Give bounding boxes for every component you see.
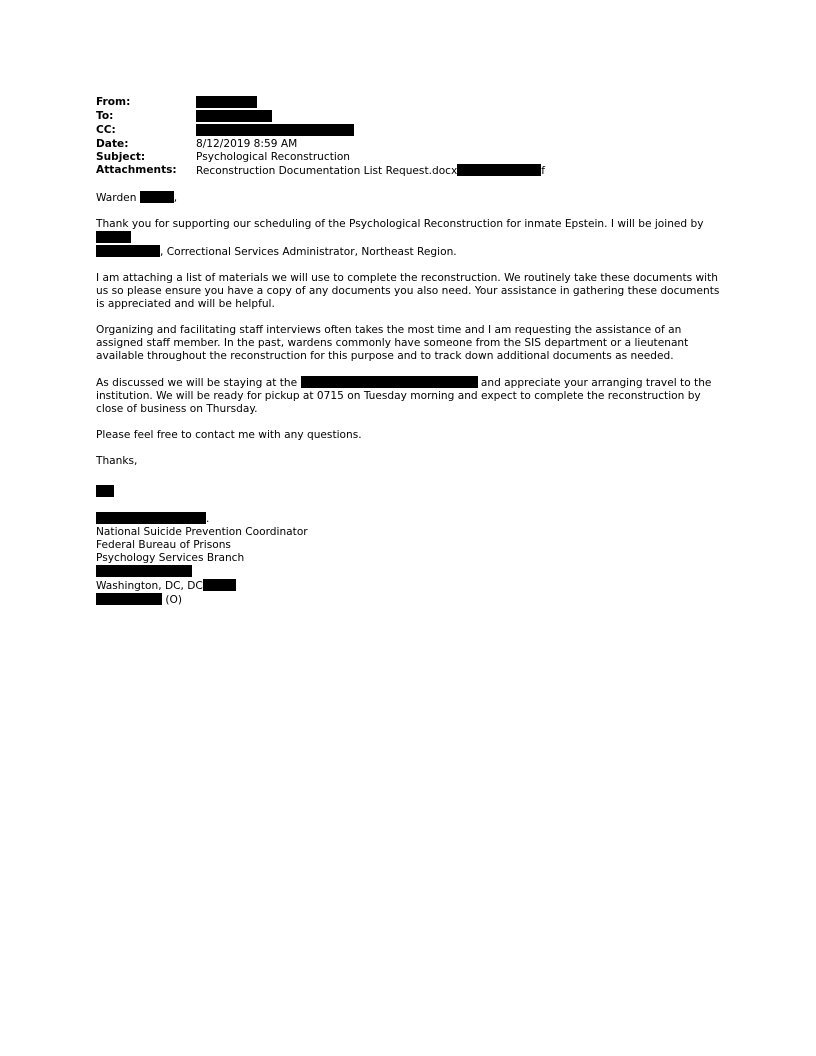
subject-value: Psychological Reconstruction: [196, 151, 351, 163]
from-value: [196, 96, 721, 110]
p1-text-a: Thank you for supporting our scheduling of the Psychological Reconstruction for inmate Epstein. I will be joined by: [96, 218, 704, 230]
signature-name-suffix: .: [206, 513, 210, 525]
redaction-box: [196, 110, 272, 122]
paragraph-1: [96, 218, 721, 259]
attachment-tail: f: [541, 165, 546, 177]
email-document: [96, 96, 721, 607]
redaction-box: [203, 579, 236, 591]
redaction-box: [96, 245, 160, 257]
signature-branch: Psychology Services Branch: [96, 552, 245, 564]
signature-phone-suffix: (O): [162, 594, 182, 606]
to-value: [196, 110, 721, 124]
redaction-box: [96, 512, 206, 524]
signature-org: Federal Bureau of Prisons: [96, 539, 231, 551]
date-value: 8/12/2019 8:59 AM: [196, 138, 298, 150]
redaction-box: [96, 485, 114, 497]
attachments-value: [196, 164, 721, 178]
signature-phone: [96, 593, 721, 607]
paragraph-4: [96, 376, 721, 416]
to-label: To:: [96, 110, 114, 122]
redaction-box: [196, 96, 257, 108]
from-label: From:: [96, 96, 131, 108]
subject-label: Subject:: [96, 151, 146, 163]
paragraph-2: I am attaching a list of materials we will use to complete the reconstruction. We routinely take these documents with us so please ensure you have a copy of any documents you also need. Your assistance in gathering these documents is appreciated and will be helpful.: [96, 272, 720, 310]
redaction-box: [96, 565, 192, 577]
initials-line: [96, 485, 721, 499]
cc-value: [196, 124, 721, 138]
attachments-label: Attachments:: [96, 164, 177, 176]
redaction-box: [96, 231, 131, 243]
redaction-box: [96, 593, 162, 605]
p1-text-b: , Correctional Services Administrator, Northeast Region.: [160, 246, 457, 258]
attachment-name[interactable]: Reconstruction Documentation List Request.docx: [196, 165, 458, 177]
p4-text-b: and appreciate your arranging travel to the institution. We will be ready for pickup at 0715 on Tuesday morning and expect to complete the reconstruction by close of business on Thursday.: [96, 377, 712, 415]
email-header: [96, 96, 721, 178]
greeting-comma: ,: [173, 192, 178, 204]
redaction-box: [140, 191, 174, 203]
signature-city-text: Washington, DC, DC: [96, 580, 203, 592]
closing: Thanks,: [96, 455, 138, 467]
greeting: [96, 191, 721, 205]
paragraph-3: Organizing and facilitating staff interviews often takes the most time and I am requesting the assistance of an assigned staff member. In the past, wardens commonly have someone from the SIS department or a lieutenant available throughout the reconstruction for this purpose and to track down additional documents as needed.: [96, 324, 689, 362]
signature-block: [96, 512, 721, 607]
redaction-box: [196, 124, 354, 136]
date-label: Date:: [96, 138, 129, 150]
redaction-box: [301, 376, 478, 388]
cc-label: CC:: [96, 124, 116, 136]
p4-text-a: As discussed we will be staying at the: [96, 377, 298, 389]
signature-city: [96, 579, 721, 593]
signature-name: [96, 512, 721, 526]
signature-title: National Suicide Prevention Coordinator: [96, 526, 308, 538]
greeting-text: Warden: [96, 192, 137, 204]
paragraph-5: Please feel free to contact me with any questions.: [96, 429, 362, 441]
signature-address: [96, 565, 721, 579]
redaction-box: [457, 164, 541, 176]
